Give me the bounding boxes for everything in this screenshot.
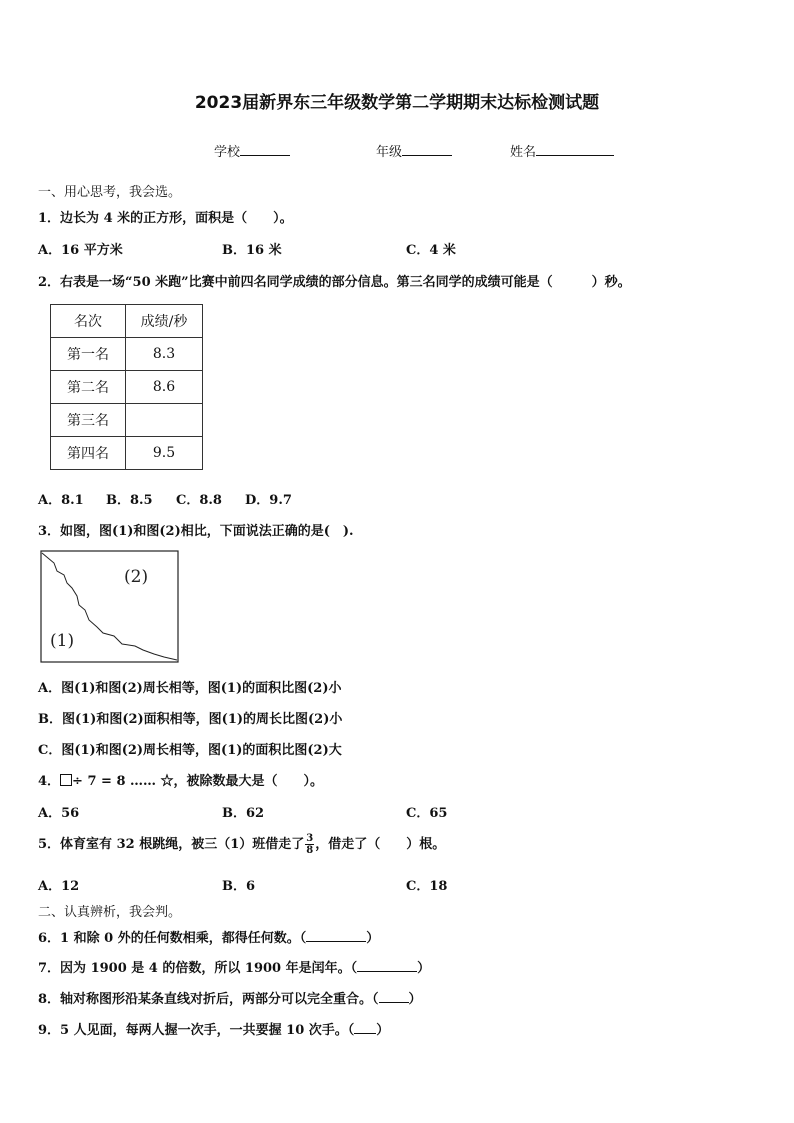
section-heading-1: 一、用心思考，我会选。 [38, 185, 182, 200]
q1-option-c[interactable]: C．4 米 [406, 243, 456, 258]
q4-option-c[interactable]: C．65 [406, 806, 448, 821]
header-score: 成绩/秒 [126, 305, 203, 338]
q4-number: 4． [38, 774, 61, 789]
table-row [51, 437, 203, 470]
school-field [214, 141, 290, 160]
q1-option-a[interactable]: A．16 平方米 [38, 243, 123, 258]
question-8 [38, 988, 422, 1007]
rank-cell: 第三名 [51, 404, 126, 437]
grade-field [376, 141, 452, 160]
score-cell: 8.6 [126, 371, 203, 404]
q3-figure [40, 550, 180, 664]
question-9 [38, 1019, 389, 1038]
name-field [510, 141, 614, 160]
q8-close: ） [408, 992, 422, 1007]
q4-option-a[interactable]: A．56 [38, 806, 80, 821]
score-cell: 9.5 [126, 437, 203, 470]
q5-text-after: ，借走了（ ）根。 [315, 837, 446, 852]
q3-option-a[interactable]: A．图(1)和图(2)周长相等，图(1)的面积比图(2)小 [38, 681, 342, 696]
q4-expression: ÷ 7 = 8 …… ☆，被除数最大是（ ）。 [72, 774, 324, 789]
q3-option-b[interactable]: B．图(1)和图(2)面积相等，图(1)的周长比图(2)小 [38, 712, 343, 727]
question-1: 1．边长为 4 米的正方形，面积是（ ）。 [38, 211, 293, 226]
rank-cell: 第四名 [51, 437, 126, 470]
rank-cell: 第二名 [51, 371, 126, 404]
q9-text: 9．5 人见面，每两人握一次手，一共要握 10 次手。（ [38, 1023, 355, 1038]
q4-option-b[interactable]: B．62 [222, 806, 265, 821]
figure-label-2: (2) [124, 567, 149, 587]
rank-cell: 第一名 [51, 338, 126, 371]
table-header-row [51, 305, 203, 338]
school-blank[interactable] [240, 143, 290, 156]
q5-text-before: 5．体育室有 32 根跳绳，被三（1）班借走了 [38, 837, 305, 852]
score-cell [126, 404, 203, 437]
q5-option-c[interactable]: C．18 [406, 879, 448, 894]
q7-close: ） [417, 961, 431, 976]
q2-option-d[interactable]: D．9.7 [245, 493, 292, 508]
fraction-three-eighths [305, 833, 314, 856]
table-row [51, 371, 203, 404]
q3-option-c[interactable]: C．图(1)和图(2)周长相等，图(1)的面积比图(2)大 [38, 743, 342, 758]
question-7 [38, 957, 430, 976]
table-row [51, 338, 203, 371]
q6-text: 6．1 和除 0 外的任何数相乘，都得任何数。（ [38, 931, 307, 946]
school-label: 学校 [214, 145, 241, 160]
q9-answer-blank[interactable] [354, 1022, 376, 1034]
q6-close: ） [366, 931, 380, 946]
fraction-denominator: 8 [306, 845, 314, 856]
page-title: 2023届新界东三年级数学第二学期期末达标检测试题 [194, 93, 600, 113]
question-6 [38, 927, 379, 946]
blank-box-icon [60, 774, 72, 786]
name-label: 姓名 [510, 145, 537, 160]
score-table [50, 304, 203, 470]
q2-option-b[interactable]: B．8.5 [106, 493, 153, 508]
question-4 [38, 770, 323, 789]
name-blank[interactable] [536, 143, 614, 156]
q8-text: 8．轴对称图形沿某条直线对折后，两部分可以完全重合。（ [38, 992, 379, 1007]
header-rank: 名次 [51, 305, 126, 338]
question-2: 2．右表是一场“50 米跑”比赛中前四名同学成绩的部分信息。第三名同学的成绩可能是（ ）秒。 [38, 275, 631, 290]
figure-label-1: (1) [50, 631, 75, 651]
q9-close: ） [376, 1023, 390, 1038]
section-heading-2: 二、认真辨析，我会判。 [38, 905, 182, 920]
q5-option-a[interactable]: A．12 [38, 879, 80, 894]
score-cell: 8.3 [126, 338, 203, 371]
q7-text: 7．因为 1900 是 4 的倍数，所以 1900 年是闰年。（ [38, 961, 358, 976]
q2-option-a[interactable]: A．8.1 [38, 493, 84, 508]
question-3: 3．如图，图(1)和图(2)相比，下面说法正确的是( ). [38, 524, 354, 539]
q7-answer-blank[interactable] [357, 960, 417, 972]
fraction-numerator: 3 [306, 833, 314, 844]
table-row [51, 404, 203, 437]
q1-option-b[interactable]: B．16 米 [222, 243, 282, 258]
grade-label: 年级 [376, 145, 403, 160]
q5-option-b[interactable]: B．6 [222, 879, 256, 894]
grade-blank[interactable] [402, 143, 452, 156]
q2-option-c[interactable]: C．8.8 [176, 493, 222, 508]
q8-answer-blank[interactable] [379, 991, 409, 1003]
q6-answer-blank[interactable] [306, 930, 366, 942]
question-5 [38, 833, 445, 856]
